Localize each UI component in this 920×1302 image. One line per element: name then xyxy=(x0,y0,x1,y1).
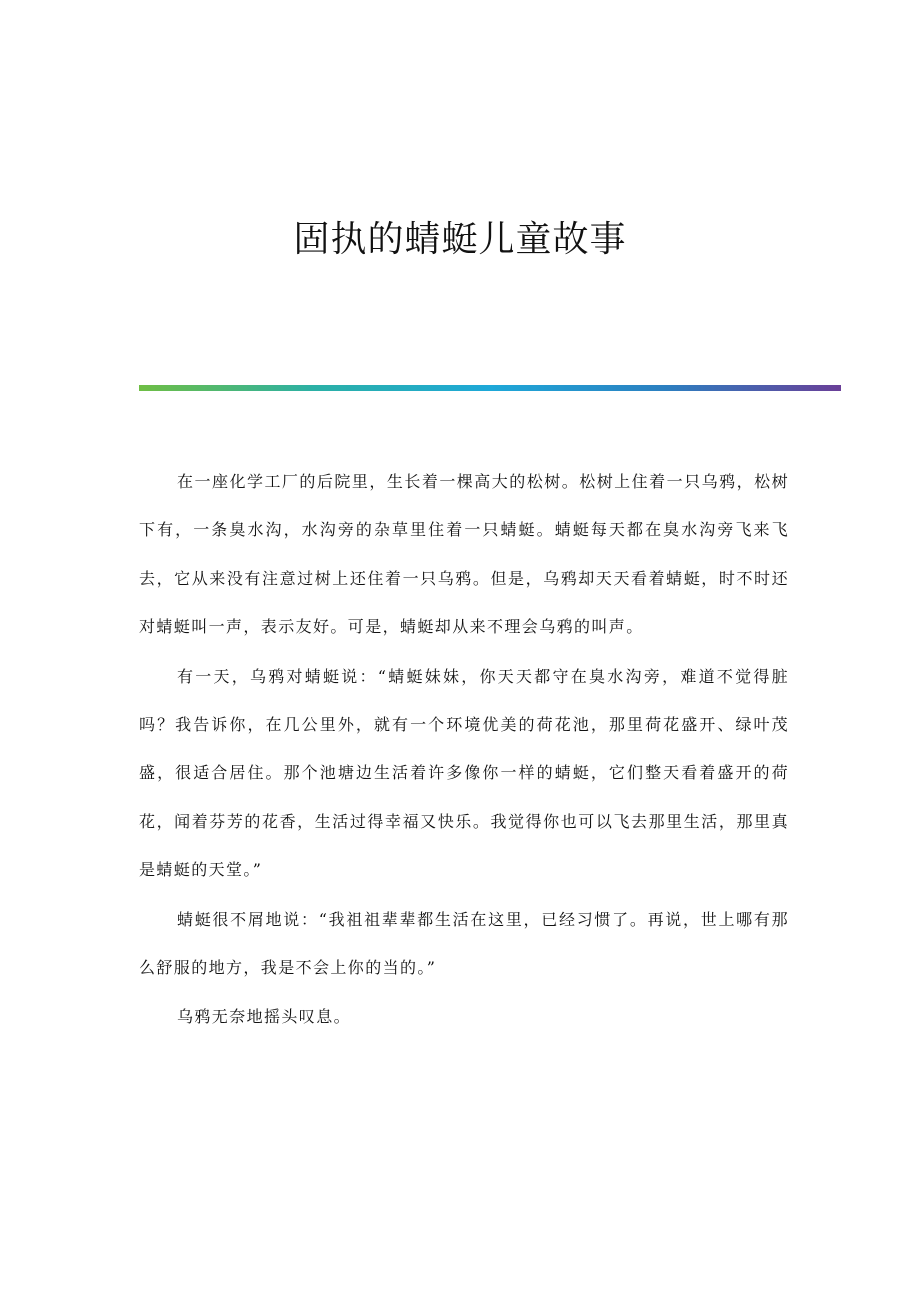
page-title: 固执的蜻蜓儿童故事 xyxy=(293,219,627,260)
story-paragraph: 蜻蜓很不屑地说：“我祖祖辈辈都生活在这里，已经习惯了。再说，世上哪有那么舒服的地方，我是不会上你的当的。” xyxy=(139,909,789,978)
story-paragraph: 在一座化学工厂的后院里，生长着一棵高大的松树。松树上住着一只乌鸦，松树下有，一条臭水沟，水沟旁的杂草里住着一只蜻蜓。蜻蜓每天都在臭水沟旁飞来飞去，它从来没有注意过树上还住着一只乌鸦。但是，乌鸦却天天看着蜻蜓，时不时还对蜻蜓叫一声，表示友好。可是，蜻蜓却从来不理会乌鸦的叫声。 xyxy=(139,472,789,637)
story-paragraph: 有一天，乌鸦对蜻蜓说：“蜻蜓妹妹，你天天都守在臭水沟旁，难道不觉得脏吗？我告诉你，在几公里外，就有一个环境优美的荷花池，那里荷花盛开、绿叶茂盛，很适合居住。那个池塘边生活着许多像你一样的蜻蜓，它们整天看着盛开的荷花，闻着芬芳的花香，生活过得幸福又快乐。我觉得你也可以飞去那里生活，那里真是蜻蜓的天堂。” xyxy=(139,666,789,880)
story-paragraph: 乌鸦无奈地摇头叹息。 xyxy=(177,1007,352,1027)
story-body xyxy=(139,458,789,1043)
title-divider xyxy=(139,385,841,391)
